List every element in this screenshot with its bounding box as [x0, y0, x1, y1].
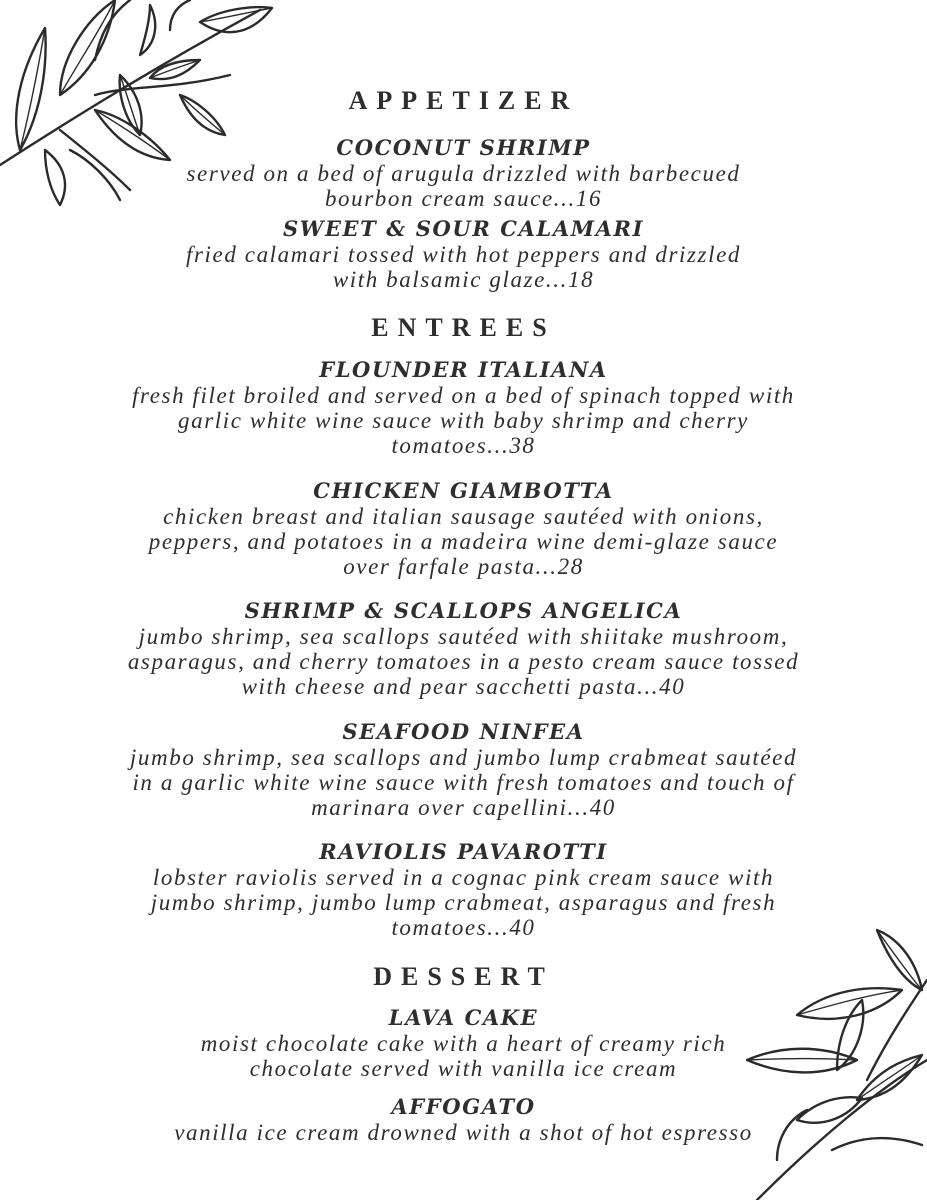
dish-name: FLOUNDER ITALIANA	[319, 357, 608, 382]
section-title-entrees: ENTREES	[371, 313, 556, 342]
dish-name: COCONUT SHRIMP	[336, 135, 591, 160]
dish-name: SHRIMP & SCALLOPS ANGELICA	[244, 598, 683, 623]
dish-description-line: with balsamic glaze...18	[332, 267, 595, 292]
dish-description-line: served on a bed of arugula drizzled with barbecued	[186, 161, 741, 186]
dish-description-line: chocolate served with vanilla ice cream	[249, 1056, 678, 1081]
dish-name: LAVA CAKE	[388, 1005, 539, 1030]
dish-description-line: tomatoes...40	[391, 915, 536, 940]
dish-description-line: tomatoes...38	[391, 433, 536, 458]
dish-description-line: jumbo shrimp, jumbo lump crabmeat, asparagus and fresh	[150, 890, 777, 915]
dish-description-line: asparagus, and cherry tomatoes in a pesto cream sauce tossed	[127, 649, 800, 674]
dish-description-line: garlic white wine sauce with baby shrimp and cherry	[178, 408, 749, 433]
dish-description-line: in a garlic white wine sauce with fresh tomatoes and touch of	[132, 770, 795, 795]
dish-description-line: fried calamari tossed with hot peppers and drizzled	[185, 242, 741, 267]
dish-description-line: over farfale pasta...28	[343, 554, 584, 579]
dish-name: RAVIOLIS PAVAROTTI	[319, 839, 608, 864]
dish-description-line: fresh filet broiled and served on a bed of spinach topped with	[132, 383, 795, 408]
dish-name: CHICKEN GIAMBOTTA	[313, 478, 614, 503]
dish-description-line: marinara over capellini...40	[311, 795, 616, 820]
dish-description-line: peppers, and potatoes in a madeira wine demi-glaze sauce	[148, 529, 779, 554]
dish-description-line: jumbo shrimp, sea scallops and jumbo lump crabmeat sautéed	[129, 745, 798, 770]
dish-name: SWEET & SOUR CALAMARI	[283, 216, 644, 241]
dish-description-line: bourbon cream sauce...16	[324, 186, 603, 211]
dish-description-line: jumbo shrimp, sea scallops sautéed with shiitake mushroom,	[138, 624, 789, 649]
dish-name: SEAFOOD NINFEA	[342, 719, 585, 744]
dish-description-line: moist chocolate cake with a heart of creamy rich	[200, 1031, 727, 1056]
dish-description-line: with cheese and pear sacchetti pasta...40	[241, 674, 686, 699]
dish-description-line: lobster raviolis served in a cognac pink cream sauce with	[152, 865, 775, 890]
section-title-dessert: DESSERT	[373, 962, 554, 991]
dish-name: AFFOGATO	[391, 1094, 536, 1119]
section-title-appetizer: APPETIZER	[348, 86, 579, 115]
dish-description-line: vanilla ice cream drowned with a shot of hot espresso	[174, 1120, 753, 1145]
dish-description-line: chicken breast and italian sausage sautéed with onions,	[163, 504, 764, 529]
